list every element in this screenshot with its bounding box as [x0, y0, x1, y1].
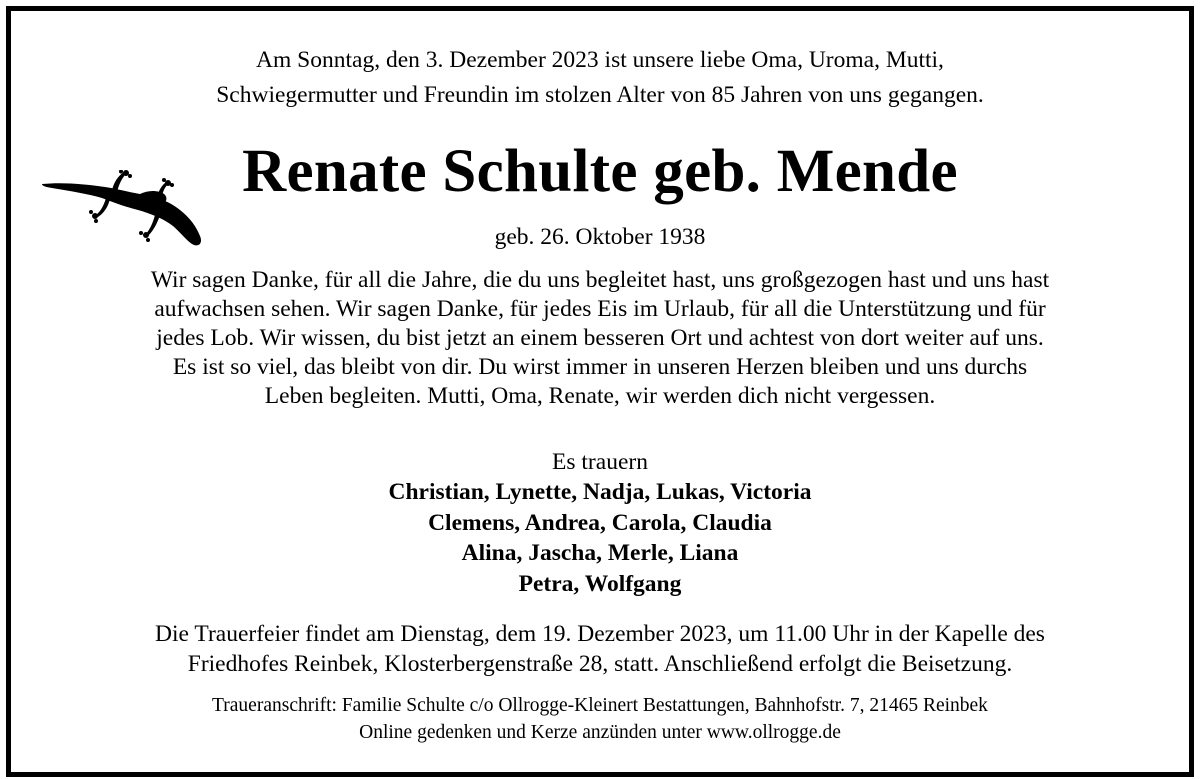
address-info — [0, 692, 1200, 746]
mourn-label: Es trauern — [552, 449, 648, 475]
address-line: Traueranschrift: Familie Schulte c/o Ollrogge-Kleinert Bestattungen, Bahnhofstr. 7, 21465 Reinbek — [212, 695, 988, 716]
address-line: Online gedenken und Kerze anzünden unter www.ollrogge.de — [359, 722, 841, 743]
thanks-line: Wir sagen Danke, für all die Jahre, die du uns begleitet hast, uns großgezogen hast und uns hast — [150, 267, 1050, 293]
thanks-line: Es ist so viel, das bleibt von dir. Du wirst immer in unseren Herzen bleiben und uns durchs — [172, 354, 1028, 380]
mourners-list — [0, 477, 1200, 599]
mourners-line: Christian, Lynette, Nadja, Lukas, Victoria — [388, 479, 812, 505]
ceremony-line: Friedhofes Reinbek, Klosterbergenstraße 28, statt. Anschließend erfolgt die Beisetzung. — [187, 650, 1013, 677]
thanks-line: aufwachsen sehen. Wir sagen Danke, für jedes Eis im Urlaub, für all die Unterstützung und für — [154, 296, 1046, 322]
mourners-line: Petra, Wolfgang — [518, 570, 682, 597]
deceased-name: Renate Schulte geb. Mende — [242, 138, 958, 205]
intro-line: Schwiegermutter und Freundin im stolzen Alter von 85 Jahren von uns gegangen. — [216, 82, 984, 108]
birth-date: geb. 26. Oktober 1938 — [494, 224, 706, 250]
intro-text — [0, 43, 1200, 113]
ceremony-info — [0, 620, 1200, 679]
thanks-paragraph — [0, 266, 1200, 411]
intro-line: Am Sonntag, den 3. Dezember 2023 ist unsere liebe Oma, Uroma, Mutti, — [256, 47, 944, 73]
mourners-line: Clemens, Andrea, Carola, Claudia — [428, 509, 772, 536]
thanks-line: Leben begleiten. Mutti, Oma, Renate, wir werden dich nicht vergessen. — [264, 383, 936, 409]
mourners-line: Alina, Jascha, Merle, Liana — [461, 540, 739, 566]
thanks-line: jedes Lob. Wir wissen, du bist jetzt an einem besseren Ort und achtest von dort weiter auf uns. — [156, 325, 1044, 351]
ceremony-line: Die Trauerfeier findet am Dienstag, dem 19. Dezember 2023, um 11.00 Uhr in der Kapelle des — [155, 621, 1045, 647]
